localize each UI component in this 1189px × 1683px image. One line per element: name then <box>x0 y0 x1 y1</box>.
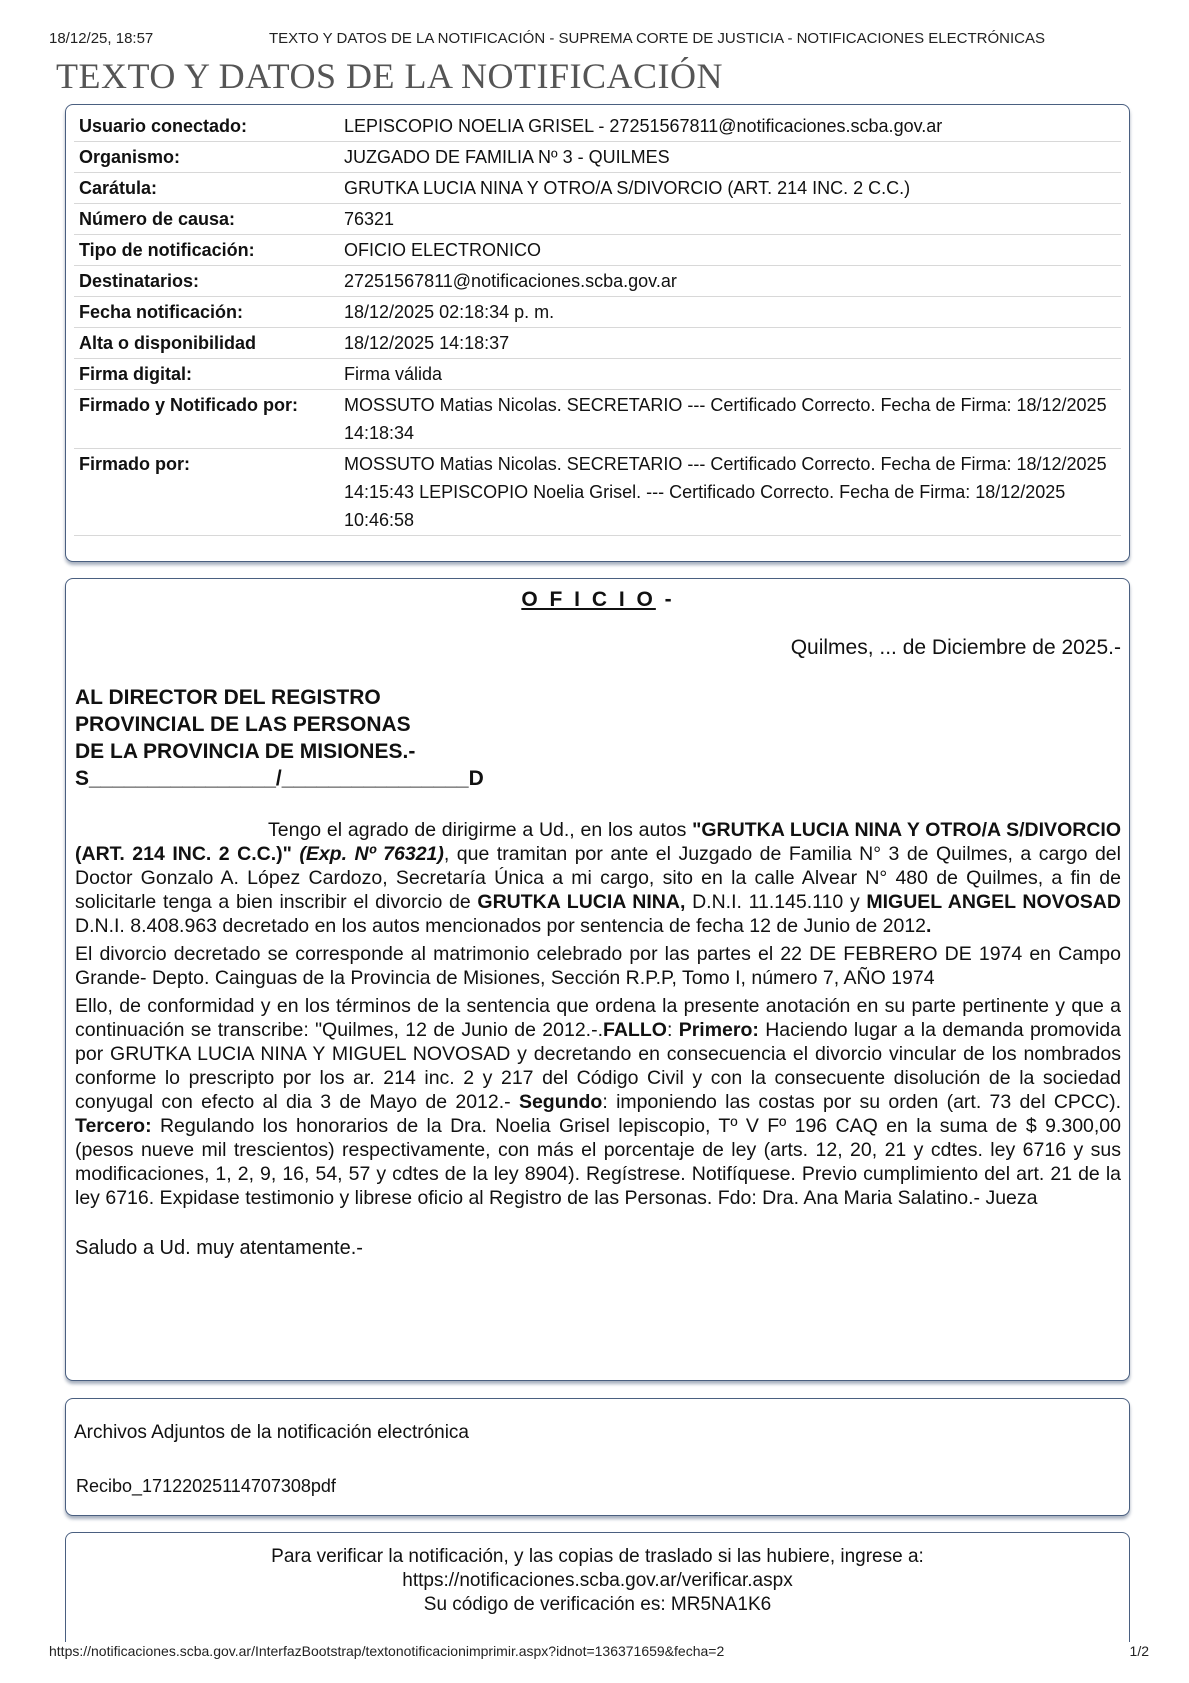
text-run: . <box>926 915 932 937</box>
segundo-label: Segundo <box>518 1091 603 1113</box>
info-value: JUZGADO DE FAMILIA Nº 3 - QUILMES <box>339 142 1121 173</box>
info-value: 27251567811@notificaciones.scba.gov.ar <box>339 266 1121 297</box>
attachments-panel <box>65 1398 1130 1516</box>
page-title: TEXTO Y DATOS DE LA NOTIFICACIÓN <box>56 56 723 96</box>
address-line: PROVINCIAL DE LAS PERSONAS <box>75 713 411 736</box>
case-title: "GRUTKA LUCIA NINA Y OTRO/A S/DIVORCIO (ART. 214 INC. 2 C.C.)" <box>75 819 1121 865</box>
text-run: Regulando los honorarios de la Dra. Noelia Grisel lepiscopio, Tº V Fº 196 CAQ en la suma de $ 9.300,00 (pesos nueve mil trescientos) respectivamente, con más el porcentaje de ley (arts. 12, 20, 21 y cdtes. ley 6716 y sus modificaciones, 1, 2, 9, 16, 54, 57 y cdtes de la ley 8904). Regístrese. Notifíquese. Previo cumplimiento del art. 21 de la ley 6716. Expidase testimonio y librese oficio al Registro de las Personas. Fdo: Dra. Ana Maria Salatino.- Jueza <box>75 1115 1121 1209</box>
info-row-destinatarios <box>74 266 1121 297</box>
text-run: : <box>666 1019 679 1041</box>
text-run: D.N.I. 8.408.963 decretado en los autos mencionados por sentencia de fecha 12 de Junio de 2012 <box>75 915 927 937</box>
info-label: Destinatarios: <box>74 266 339 297</box>
print-footer-url: https://notificaciones.scba.gov.ar/InterfazBootstrap/textonotificacionimprimir.aspx?idnot=136371659&fecha=2 <box>49 1643 725 1659</box>
print-footer <box>49 1643 1149 1659</box>
attachment-file-link[interactable]: Recibo_17122025114707308pdf <box>76 1476 336 1496</box>
info-row-tipo <box>74 235 1121 266</box>
print-page-title: TEXTO Y DATOS DE LA NOTIFICACIÓN - SUPREMA CORTE DE JUSTICIA - NOTIFICACIONES ELECTRÓNICAS <box>269 30 1045 47</box>
verify-code: Su código de verificación es: MR5NA1K6 <box>423 1594 772 1615</box>
info-label: Usuario conectado: <box>74 111 339 142</box>
oficio-title-suffix: - <box>655 588 675 611</box>
info-label: Firma digital: <box>74 359 339 390</box>
print-page-number: 1/2 <box>1129 1643 1149 1659</box>
info-label: Organismo: <box>74 142 339 173</box>
tercero-label: Tercero: <box>75 1115 152 1137</box>
text-run: : imponiendo las costas por su orden (art. 73 del CPCC). <box>602 1091 1121 1113</box>
info-value: 18/12/2025 02:18:34 p. m. <box>339 297 1121 328</box>
info-row-alta <box>74 328 1121 359</box>
party-name: MIGUEL ANGEL NOVOSAD <box>866 891 1121 913</box>
info-value: 76321 <box>339 204 1121 235</box>
verify-url[interactable]: https://notificaciones.scba.gov.ar/verificar.aspx <box>402 1570 793 1591</box>
text-run: D.N.I. 11.145.110 y <box>685 891 867 913</box>
party-name: GRUTKA LUCIA NINA, <box>477 891 686 913</box>
info-row-fecha <box>74 297 1121 328</box>
case-number: (Exp. Nº 76321) <box>291 843 444 865</box>
attachments-title: Archivos Adjuntos de la notificación electrónica <box>74 1422 470 1443</box>
info-value: Firma válida <box>339 359 1121 390</box>
oficio-paragraph-2: El divorcio decretado se corresponde al matrimonio celebrado por las partes el 22 DE FEBRERO DE 1974 en Campo Grande- Depto. Cainguas de la Provincia de Misiones, Sección R.P.P, Tomo I, número 7, AÑO 1974 <box>75 943 1121 989</box>
oficio-greeting: Saludo a Ud. muy atentamente.- <box>75 1237 363 1259</box>
oficio-address <box>75 684 1121 792</box>
oficio-title-text: O F I C I O <box>521 588 656 611</box>
info-row-organismo <box>74 142 1121 173</box>
info-label: Firmado y Notificado por: <box>74 390 339 449</box>
info-label: Alta o disponibilidad <box>74 328 339 359</box>
info-row-numero-causa <box>74 204 1121 235</box>
info-value: 18/12/2025 14:18:37 <box>339 328 1121 359</box>
oficio-body <box>75 818 1121 1210</box>
notification-info-table <box>74 111 1121 536</box>
info-label: Número de causa: <box>74 204 339 235</box>
print-timestamp: 18/12/25, 18:57 <box>49 30 154 47</box>
info-label: Firmado por: <box>74 449 339 536</box>
info-row-firmado-por <box>74 449 1121 536</box>
info-value: GRUTKA LUCIA NINA Y OTRO/A S/DIVORCIO (ART. 214 INC. 2 C.C.) <box>339 173 1121 204</box>
fallo-label: FALLO <box>603 1019 667 1041</box>
info-label: Fecha notificación: <box>74 297 339 328</box>
address-line: DE LA PROVINCIA DE MISIONES.- <box>75 740 416 763</box>
text-run: , que tramitan por ante el Juzgado de Familia N° 3 de Quilmes, a cargo del Doctor Gonzalo A. López Cardozo, Secretaría Única a mi cargo, sito en la calle Alvear N° 480 de Quilmes, a fin de solicitarle tenga a bien inscribir el divorcio de <box>75 843 1121 913</box>
text-run: Tengo el agrado de dirigirme a Ud., en los autos <box>268 819 693 841</box>
oficio-panel <box>65 578 1130 1381</box>
info-value: MOSSUTO Matias Nicolas. SECRETARIO --- Certificado Correcto. Fecha de Firma: 18/12/2025 14:18:34 <box>339 390 1121 449</box>
info-value: OFICIO ELECTRONICO <box>339 235 1121 266</box>
info-row-usuario <box>74 111 1121 142</box>
notification-info-panel <box>65 104 1130 562</box>
oficio-paragraph-1 <box>75 818 1121 938</box>
info-value: MOSSUTO Matias Nicolas. SECRETARIO --- Certificado Correcto. Fecha de Firma: 18/12/2025 14:15:43 LEPISCOPIO Noelia Grisel. --- Certificado Correcto. Fecha de Firma: 18/12/2025 10:46:58 <box>339 449 1121 536</box>
info-value: LEPISCOPIO NOELIA GRISEL - 27251567811@notificaciones.scba.gov.ar <box>339 111 1121 142</box>
address-line: AL DIRECTOR DEL REGISTRO <box>75 686 381 709</box>
verification-panel <box>65 1532 1130 1642</box>
text-run: Ello, de conformidad y en los términos de la sentencia que ordena la presente anotación en su parte pertinente y que a continuación se transcribe: "Quilmes, 12 de Junio de 2012.-. <box>75 995 1121 1041</box>
oficio-title <box>75 588 1121 612</box>
info-row-caratula <box>74 173 1121 204</box>
primero-label: Primero: <box>678 1019 759 1041</box>
oficio-date: Quilmes, ... de Diciembre de 2025.- <box>790 636 1121 659</box>
oficio-paragraph-3 <box>75 994 1121 1210</box>
address-line: S________________/________________D <box>75 767 484 790</box>
text-run: Haciendo lugar a la demanda promovida por GRUTKA LUCIA NINA Y MIGUEL NOVOSAD y decretando en consecuencia el divorcio vincular de los nombrados conforme lo prescripto por los ar. 214 inc. 2 y 217 del Código Civil y con la consecuente disolución de la sociedad conyugal con efecto al dia 3 de Mayo de 2012.- <box>75 1019 1121 1113</box>
verify-instructions: Para verificar la notificación, y las copias de traslado si las hubiere, ingrese a: <box>271 1546 924 1567</box>
info-label: Tipo de notificación: <box>74 235 339 266</box>
info-row-firma-digital <box>74 359 1121 390</box>
info-label: Carátula: <box>74 173 339 204</box>
info-row-firmado-notificado <box>74 390 1121 449</box>
